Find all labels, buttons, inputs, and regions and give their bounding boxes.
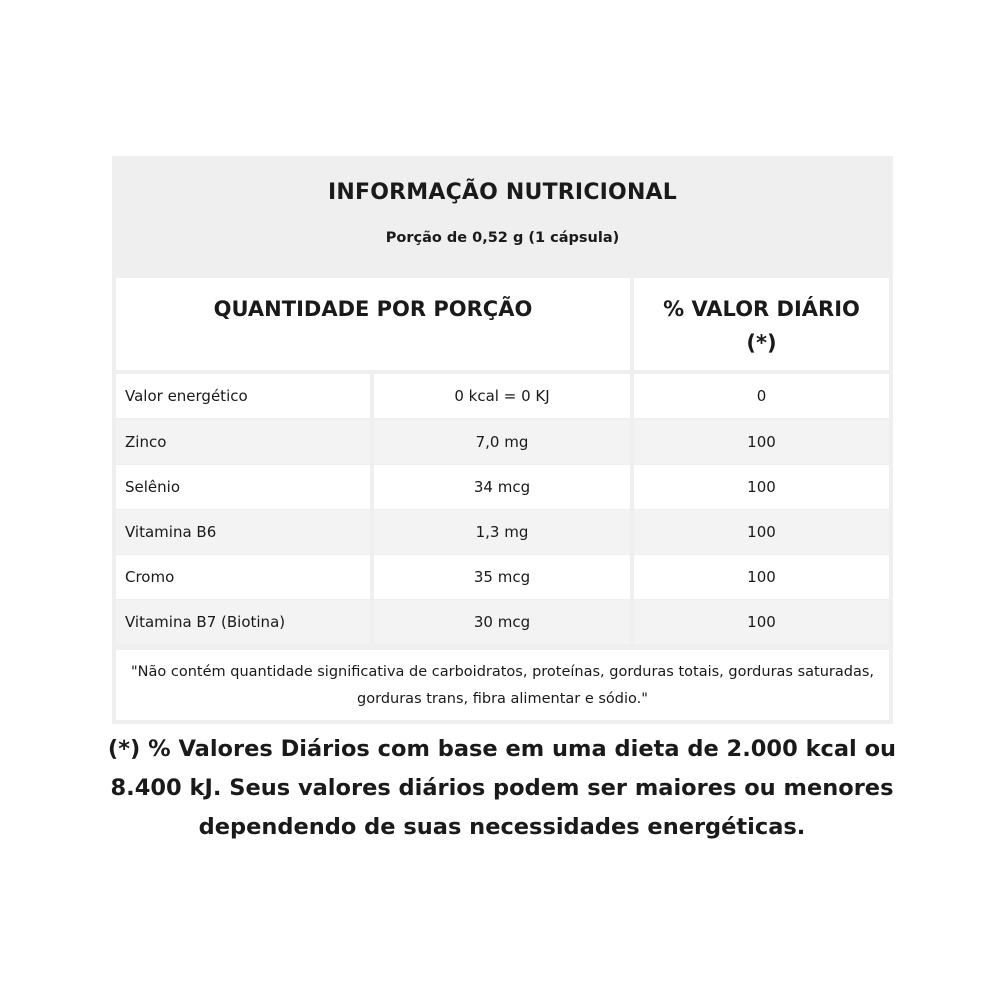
table-note: "Não contém quantidade significativa de carboidratos, proteínas, gorduras totais, gorduras saturadas, gorduras trans, fibra alimentar e sódio." (116, 650, 889, 720)
nutrient-amount: 0 kcal = 0 KJ (374, 374, 630, 418)
nutrient-name: Zinco (116, 420, 370, 464)
nutrient-name: Vitamina B6 (116, 510, 370, 554)
quantity-column-label: QUANTIDADE POR PORÇÃO (213, 297, 533, 321)
nutrient-amount: 1,3 mg (374, 510, 630, 554)
nutrient-name: Vitamina B7 (Biotina) (116, 600, 370, 644)
nutrition-table (112, 156, 893, 724)
nutrient-daily-value: 100 (634, 555, 889, 599)
nutrient-amount: 35 mcg (374, 555, 630, 599)
nutrient-daily-value: 100 (634, 465, 889, 509)
quantity-column-header (116, 278, 630, 370)
table-title: INFORMAÇÃO NUTRICIONAL (327, 180, 678, 205)
nutrient-daily-value: 100 (634, 510, 889, 554)
daily-value-column-label: % VALOR DIÁRIO (*) (663, 297, 860, 355)
nutrient-name: Selênio (116, 465, 370, 509)
nutrient-daily-value: 100 (634, 600, 889, 644)
nutrient-daily-value: 100 (634, 420, 889, 464)
nutrient-name: Valor energético (116, 374, 370, 418)
nutrient-name: Cromo (116, 555, 370, 599)
serving-size: Porção de 0,52 g (1 cápsula) (385, 230, 620, 246)
daily-value-column-header (634, 278, 889, 370)
nutrient-daily-value: 0 (634, 374, 889, 418)
nutrient-amount: 7,0 mg (374, 420, 630, 464)
table-header (112, 156, 893, 276)
nutrient-amount: 34 mcg (374, 465, 630, 509)
nutrient-amount: 30 mcg (374, 600, 630, 644)
daily-value-footnote: (*) % Valores Diários com base em uma dieta de 2.000 kcal ou 8.400 kJ. Seus valores diários podem ser maiores ou menores dependendo de suas necessidades energéticas. (107, 736, 897, 840)
